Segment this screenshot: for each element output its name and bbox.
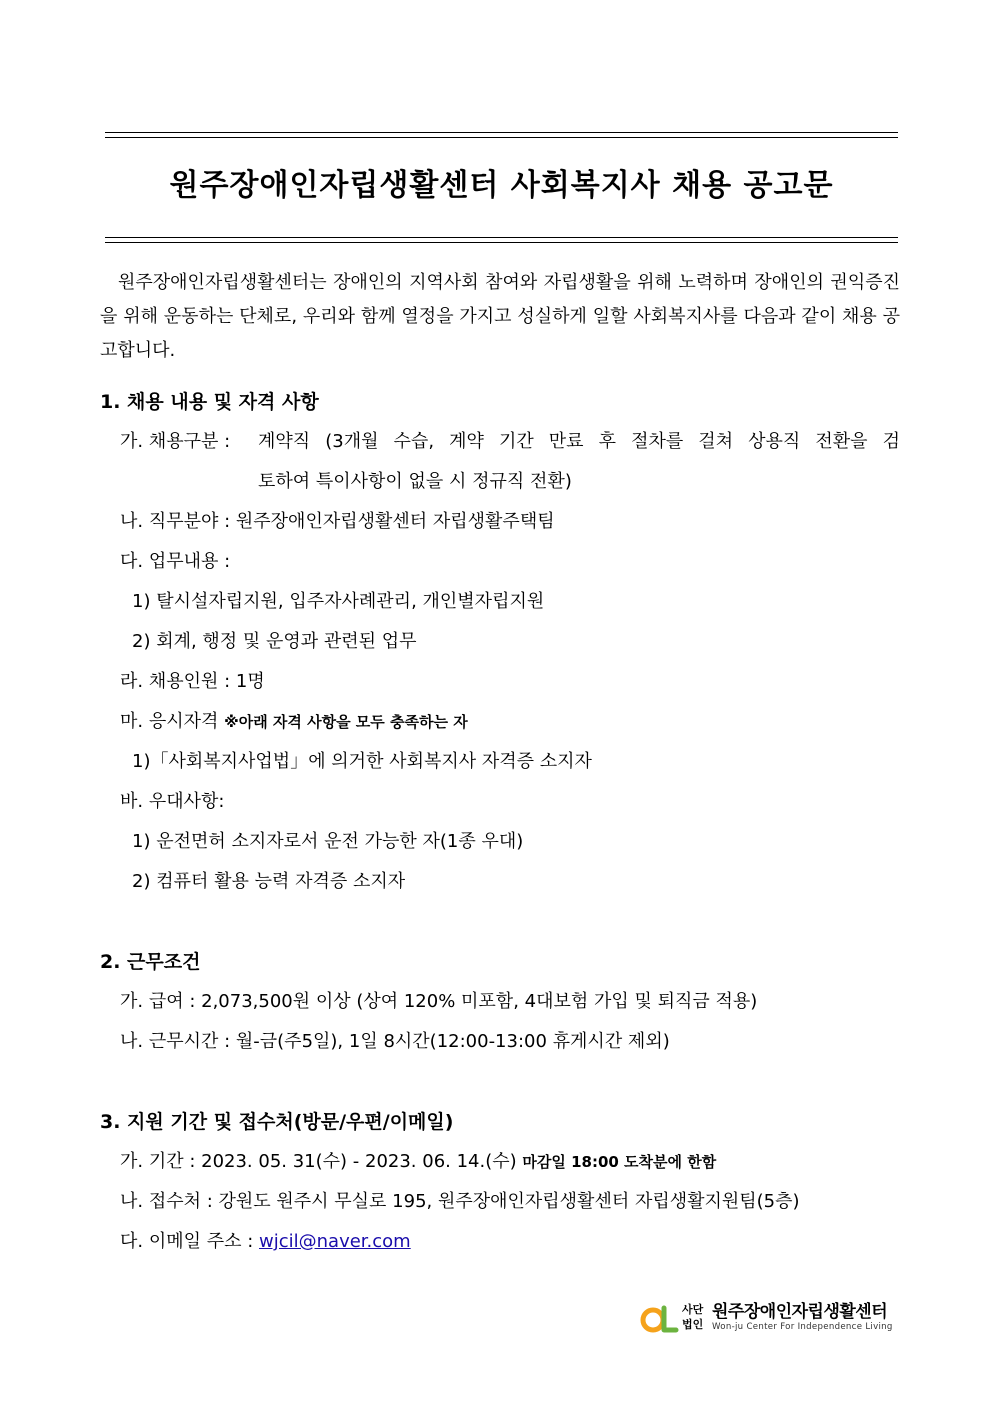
qualification-1: 1)「사회복지사업법」에 의거한 사회복지사 자격증 소지자 [132, 751, 592, 772]
top-rule-1 [105, 132, 898, 133]
logo-corp-label [682, 1302, 703, 1332]
preferences-label: 바. 우대사항: [120, 791, 225, 812]
section-3-heading: 3. 지원 기간 및 접수처(방문/우편/이메일) [100, 1111, 454, 1133]
job-field: 나. 직무분야 : 원주장애인자립생활센터 자립생활주택팀 [120, 511, 555, 532]
headcount: 라. 채용인원 : 1명 [120, 671, 265, 692]
logo-name: 원주장애인자립생활센터 [712, 1302, 888, 1322]
job-duties-label: 다. 업무내용 : [120, 551, 231, 572]
recruit-type-label: 가. 채용구분 : [120, 431, 231, 452]
page-title: 원주장애인자립생활센터 사회복지사 채용 공고문 [169, 168, 834, 203]
job-duty-2: 2) 회계, 행정 및 운영과 관련된 업무 [132, 631, 417, 652]
email-row [120, 1227, 411, 1257]
title-rule-2 [105, 242, 898, 243]
logo-subtitle: Won-ju Center For Independence Living [712, 1322, 893, 1332]
preference-2: 2) 컴퓨터 활용 능력 자격증 소지자 [132, 871, 406, 892]
recruit-type-value-2: 토하여 특이사항이 없을 시 정규직 전환) [258, 471, 572, 492]
qualification-note: ※아래 자격 사항을 모두 충족하는 자 [224, 713, 468, 731]
logo-corp-line-2: 법인 [682, 1318, 704, 1331]
application-deadline-note: 마감일 18:00 도착분에 한함 [522, 1153, 717, 1171]
application-period-value: 가. 기간 : 2023. 05. 31(수) - 2023. 06. 14.(수) [120, 1151, 517, 1172]
qualification [120, 707, 468, 737]
recruit-type-value-1: 계약직 (3개월 수습, 계약 기간 만료 후 절차를 걸쳐 상용직 전환을 검 [258, 431, 900, 452]
preference-1: 1) 운전면허 소지자로서 운전 가능한 자(1종 우대) [132, 831, 524, 852]
top-rule-2 [105, 137, 898, 138]
email-link[interactable]: wjcil@naver.com [259, 1231, 411, 1252]
section-1-heading: 1. 채용 내용 및 자격 사항 [100, 391, 319, 413]
application-period [120, 1147, 716, 1177]
intro-paragraph [100, 266, 900, 368]
qualification-label: 마. 응시자격 [120, 711, 219, 732]
title-rule-1 [105, 237, 898, 238]
email-label: 다. 이메일 주소 : [120, 1231, 254, 1252]
application-address: 나. 접수처 : 강원도 원주시 무실로 195, 원주장애인자립생활센터 자립생활지원팀(5층) [120, 1191, 800, 1212]
section-2-heading: 2. 근무조건 [100, 951, 201, 973]
intro-text: 원주장애인자립생활센터는 장애인의 지역사회 참여와 자립생활을 위해 노력하며 장애인의 권익증진을 위해 운동하는 단체로, 우리와 함께 열정을 가지고 성실하게 일할 사회복지사를 다음과 같이 채용 공고합니다. [100, 272, 900, 361]
salary: 가. 급여 : 2,073,500원 이상 (상여 120% 미포함, 4대보험 가입 및 퇴직금 적용) [120, 991, 758, 1012]
working-hours: 나. 근무시간 : 월-금(주5일), 1일 8시간(12:00-13:00 휴게시간 제외) [120, 1031, 670, 1052]
logo-mark-icon [640, 1304, 680, 1336]
job-duty-1: 1) 탈시설자립지원, 입주자사례관리, 개인별자립지원 [132, 591, 545, 612]
logo-corp-line-1: 사단 [682, 1303, 704, 1316]
organization-logo [640, 1302, 902, 1336]
